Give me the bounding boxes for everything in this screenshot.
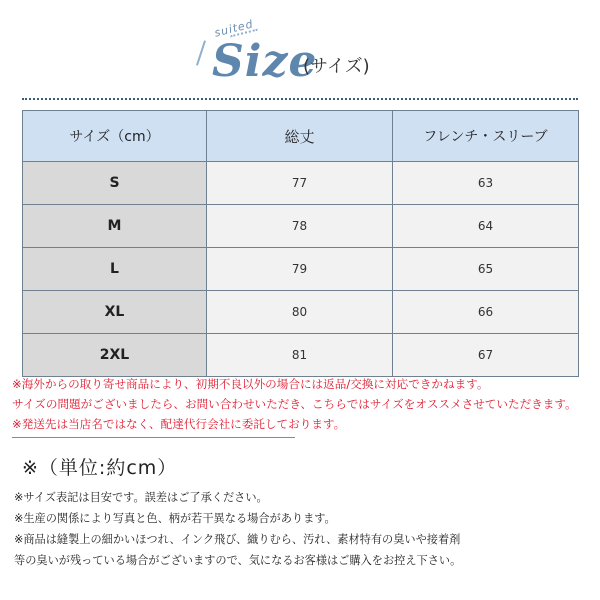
total-length-cell: 78 [207,205,393,248]
sleeve-cell: 67 [393,334,579,377]
warning-note: ※海外からの取り寄せ商品により、初期不良以外の場合には返品/交換に対応できかねます。 [12,377,489,391]
section-divider [12,437,295,438]
size-cell: S [23,162,207,205]
warning-note: ※発送先は当店名ではなく、配達代行会社に委託しております。 [12,417,346,431]
header-size: サイズ（cm） [23,111,207,162]
decorative-slash [196,40,206,65]
size-cell: XL [23,291,207,334]
unit-note: ※（単位:約cm） [22,457,178,479]
table-row [23,248,579,291]
total-length-cell: 80 [207,291,393,334]
size-title: Size [212,36,318,87]
size-cell: 2XL [23,334,207,377]
table-row [23,205,579,248]
table-row [23,291,579,334]
sleeve-cell: 66 [393,291,579,334]
sleeve-cell: 65 [393,248,579,291]
size-table [22,110,579,377]
suited-tag: suited [213,17,255,40]
general-note: 等の臭いが残っている場合がございますので、気になるお客様はご購入をお控え下さい。 [14,554,462,567]
size-cell: L [23,248,207,291]
total-length-cell: 79 [207,248,393,291]
sleeve-cell: 63 [393,162,579,205]
general-note: ※生産の関係により写真と色、柄が若干異なる場合があります。 [14,512,336,525]
header-total-length: 総丈 [207,111,393,162]
table-header-row [23,111,579,162]
header-french-sleeve: フレンチ・スリーブ [393,111,579,162]
table-row [23,334,579,377]
warning-notes [12,374,592,434]
general-notes [14,487,590,571]
dotted-divider [22,98,578,100]
sleeve-cell: 64 [393,205,579,248]
general-note: ※サイズ表記は目安です。誤差はご了承ください。 [14,491,268,504]
size-header [0,0,600,100]
general-note: ※商品は縫製上の細かいほつれ、インク飛び、織りむら、汚れ、素材特有の臭いや接着剤 [14,533,461,546]
size-cell: M [23,205,207,248]
total-length-cell: 81 [207,334,393,377]
warning-note: サイズの問題がございましたら、お問い合わせいただき、こちらではサイズをオススメさせていただきます。 [12,397,577,411]
size-subtitle: (サイズ) [303,56,370,77]
total-length-cell: 77 [207,162,393,205]
table-row [23,162,579,205]
